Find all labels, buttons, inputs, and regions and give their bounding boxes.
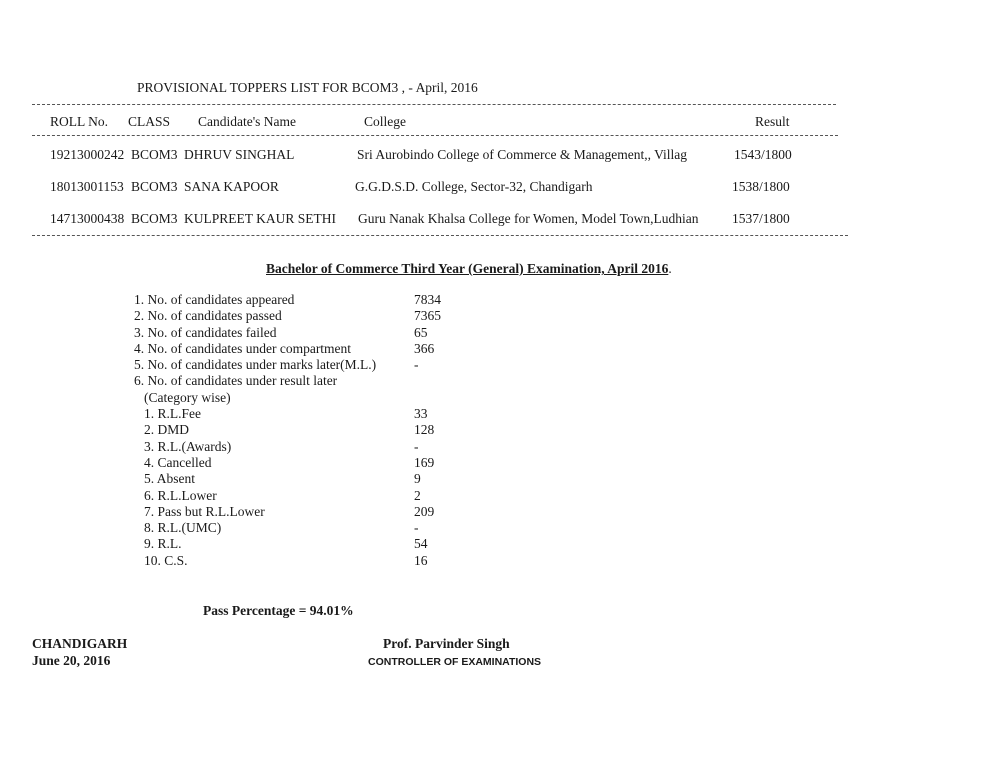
row-result: 1537/1800 bbox=[732, 211, 790, 226]
stat-label: 5. No. of candidates under marks later(M.L.) bbox=[134, 357, 377, 373]
stat-label: 1. No. of candidates appeared bbox=[134, 292, 295, 307]
exam-title: Bachelor of Commerce Third Year (General) Examination, April 2016 bbox=[266, 261, 669, 276]
row-roll: 14713000438 bbox=[50, 211, 125, 226]
row-class: BCOM3 bbox=[131, 179, 178, 194]
header-class: CLASS bbox=[128, 114, 171, 129]
stat-label: 6. R.L.Lower bbox=[144, 487, 217, 503]
list-title: PROVISIONAL TOPPERS LIST FOR BCOM3 , - April, 2016 bbox=[137, 80, 478, 95]
row-result: 1538/1800 bbox=[732, 179, 790, 194]
row-college: Sri Aurobindo College of Commerce & Management,, Villag bbox=[357, 147, 688, 162]
row-roll: 18013001153 bbox=[50, 179, 124, 194]
stat-value: 54 bbox=[414, 536, 428, 552]
row-college: Guru Nanak Khalsa College for Women, Model Town,Ludhian bbox=[358, 211, 699, 226]
row-name: KULPREET KAUR SETHI bbox=[184, 211, 337, 226]
stat-label: 2. DMD bbox=[144, 422, 190, 438]
stat-value: 33 bbox=[414, 406, 428, 422]
stat-label: 8. R.L.(UMC) bbox=[144, 520, 222, 536]
row-class: BCOM3 bbox=[131, 211, 178, 226]
pass-percentage: Pass Percentage = 94.01% bbox=[203, 603, 354, 618]
stat-value: 65 bbox=[414, 324, 428, 340]
stat-value: 7834 bbox=[414, 292, 441, 307]
header-roll: ROLL No. bbox=[50, 114, 108, 129]
signatory-designation: CONTROLLER OF EXAMINATIONS bbox=[368, 656, 542, 668]
stat-label: 6. No. of candidates under result later bbox=[134, 373, 338, 389]
header-result: Result bbox=[755, 114, 790, 129]
row-college: G.G.D.S.D. College, Sector-32, Chandigarh bbox=[355, 179, 593, 194]
stat-value: 16 bbox=[414, 552, 428, 568]
stat-label: 1. R.L.Fee bbox=[144, 406, 201, 422]
row-result: 1543/1800 bbox=[734, 147, 792, 162]
footer-place: CHANDIGARH bbox=[32, 636, 128, 651]
stat-label: 10. C.S. bbox=[144, 552, 188, 568]
stat-label: (Category wise) bbox=[144, 389, 231, 405]
stat-value: - bbox=[414, 438, 419, 454]
row-name: SANA KAPOOR bbox=[184, 179, 279, 194]
stat-value: 366 bbox=[414, 340, 435, 356]
divider-top bbox=[32, 104, 836, 105]
stat-value: 128 bbox=[414, 422, 435, 438]
stat-label: 4. No. of candidates under compartment bbox=[134, 340, 352, 356]
divider-bottom bbox=[32, 235, 848, 236]
divider-header bbox=[32, 135, 838, 136]
stat-label: 9. R.L. bbox=[144, 536, 182, 552]
header-college: College bbox=[364, 114, 406, 129]
signatory-name: Prof. Parvinder Singh bbox=[383, 636, 510, 651]
footer-date: June 20, 2016 bbox=[32, 653, 111, 668]
row-class: BCOM3 bbox=[131, 147, 178, 162]
stat-label: 3. No. of candidates failed bbox=[134, 324, 277, 340]
stat-value: 9 bbox=[414, 471, 421, 487]
row-name: DHRUV SINGHAL bbox=[184, 147, 295, 162]
header-name: Candidate's Name bbox=[198, 114, 297, 129]
stat-label: 2. No. of candidates passed bbox=[134, 308, 282, 324]
stat-value: 2 bbox=[414, 487, 421, 503]
stat-label: 3. R.L.(Awards) bbox=[144, 438, 232, 454]
exam-title-line bbox=[266, 261, 672, 277]
stat-label: 4. Cancelled bbox=[144, 454, 212, 470]
stat-label: 5. Absent bbox=[144, 471, 196, 487]
stat-value: - bbox=[414, 357, 419, 373]
row-roll: 19213000242 bbox=[50, 147, 125, 162]
stat-value: 209 bbox=[414, 503, 435, 519]
stat-label: 7. Pass but R.L.Lower bbox=[144, 503, 265, 519]
exam-title-suffix: . bbox=[668, 261, 672, 276]
stat-value: - bbox=[414, 520, 419, 536]
stat-value: 7365 bbox=[414, 308, 441, 324]
stat-value: 169 bbox=[414, 454, 435, 470]
